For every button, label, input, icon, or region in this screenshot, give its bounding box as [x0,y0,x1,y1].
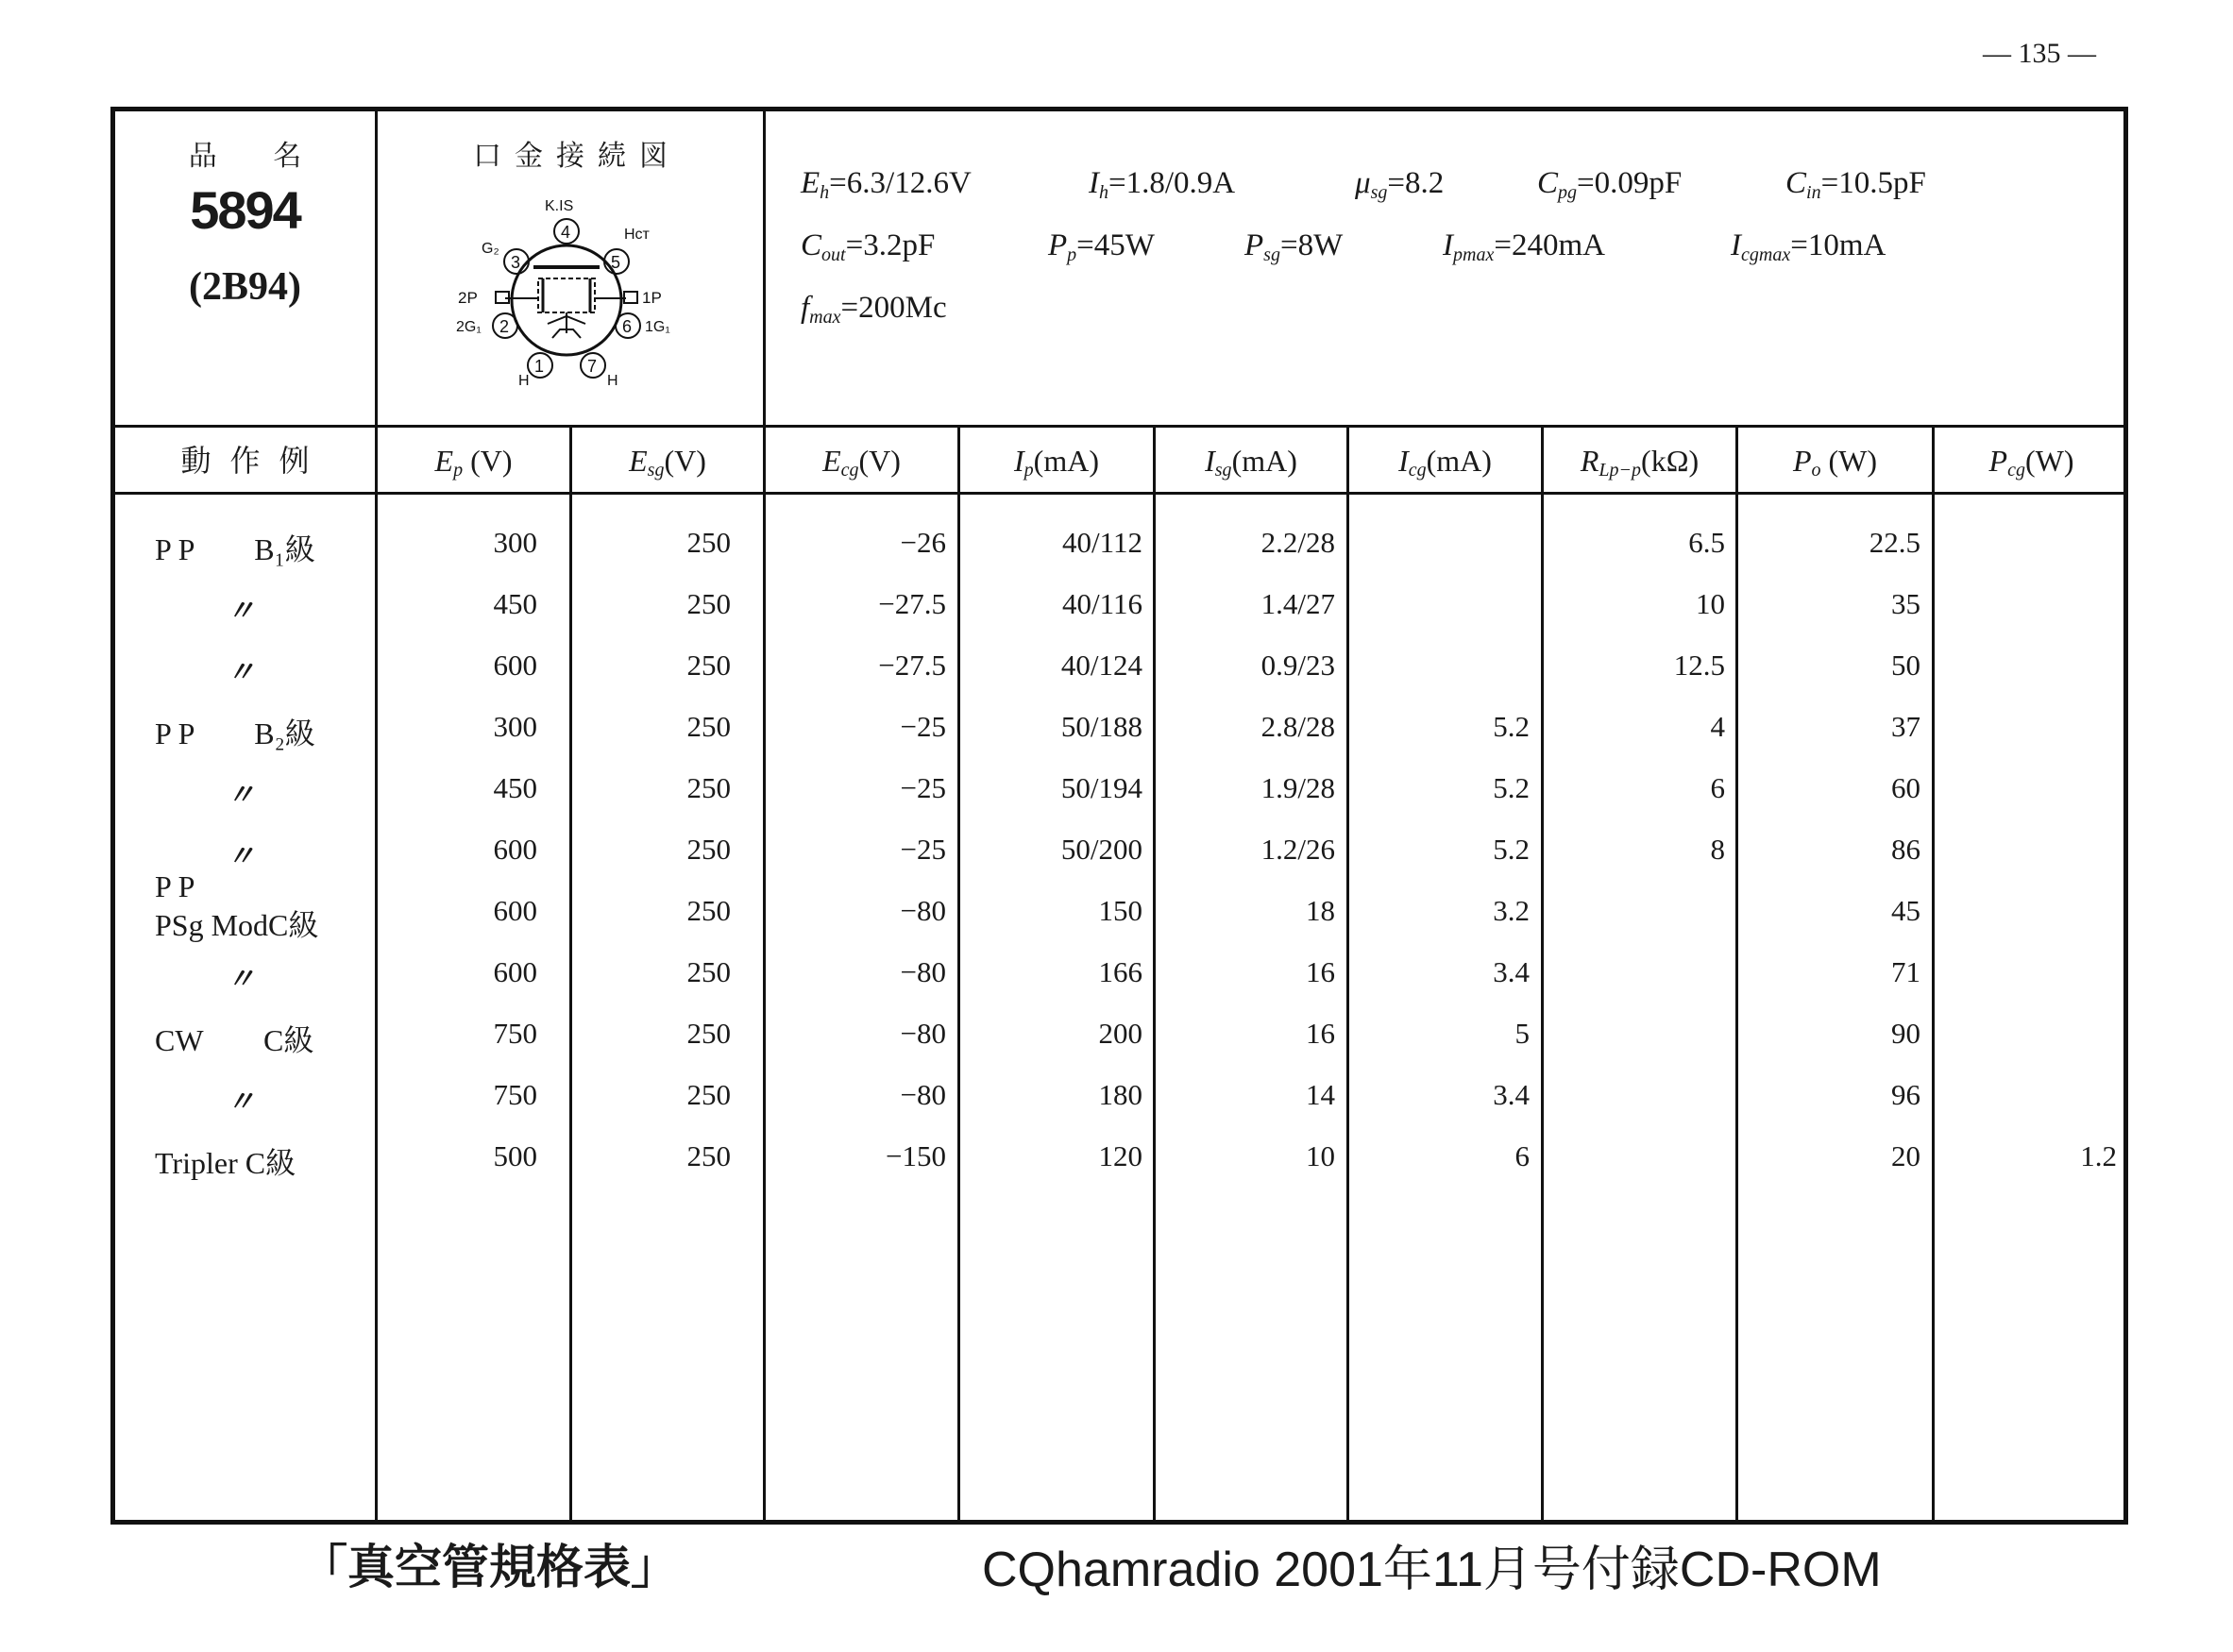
cell-esg: 250 [686,526,731,559]
table-row [115,827,2123,879]
cell-isg: 16 [1306,1017,1335,1050]
rating-ipmax: $I_{pmax}=240mA$ [1443,228,1605,265]
cell-ecg: −80 [900,955,946,988]
rating-eh: $E_h=6.3/12.6V$ [801,166,972,203]
cell-ecg: −25 [900,833,946,866]
cell-po: 90 [1891,1017,1920,1050]
ditto-mark: 〃 [227,596,255,627]
cell-isg: 0.9/23 [1260,649,1335,682]
header-icg: $I_{cg}(mA)$ [1398,444,1492,480]
operation-class: P P B₂級 [155,716,315,750]
cell-esg: 250 [686,1017,731,1050]
cell-ip: 50/194 [1060,771,1142,804]
pin-label: H [607,373,618,389]
pin-1 [518,353,552,389]
cell-rl: 8 [1710,833,1725,866]
rating-usg: $\mu_{sg}=8.2$ [1355,166,1445,203]
operation-class: CW C級 [155,1023,314,1057]
cell-ep: 450 [493,771,537,804]
cell-ip: 50/188 [1060,710,1142,743]
cell-ecg: −80 [900,894,946,927]
cell-icg: 3.4 [1493,1078,1530,1111]
ratings-cell [763,111,2127,425]
table-row [115,950,2123,1002]
spec-table [110,107,2128,1525]
ditto-mark: 〃 [227,964,255,995]
cell-isg: 10 [1306,1139,1335,1172]
cell-icg: 3.4 [1493,955,1530,988]
svg-text:3: 3 [511,253,521,272]
ditto-mark: 〃 [227,1087,255,1118]
table-row [115,1134,2123,1186]
svg-text:6: 6 [622,317,633,336]
cap-label-1p: 1P [642,289,662,307]
rating-icgmax: $I_{cgmax}=10mA$ [1731,228,1886,265]
cell-isg: 2.8/28 [1260,710,1335,743]
base-diagram-cell [378,111,763,425]
operation-class-line2: PSg ModC級 [155,908,319,942]
svg-text:1: 1 [534,357,545,376]
cell-po: 45 [1891,894,1920,927]
pin-label: Hᴄᴛ [624,227,650,243]
cell-isg: 1.4/27 [1260,587,1335,620]
divider [115,492,2123,495]
cell-ep: 600 [493,833,537,866]
header-ecg: $E_{cg}(V)$ [822,444,901,480]
operation-class: P P [155,869,195,903]
cell-ep: 750 [493,1078,537,1111]
pin-label: G₂ [482,241,499,257]
rating-cpg: $C_{pg}=0.09pF$ [1537,166,1683,203]
cell-ep: 600 [493,649,537,682]
cell-ip: 200 [1098,1017,1142,1050]
cell-po: 37 [1891,710,1920,743]
cell-esg: 250 [686,1078,731,1111]
operation-class: Tripler C級 [155,1146,296,1180]
rating-fmax: $f_{max}=200Mc$ [801,291,947,328]
rating-cin: $C_{in}=10.5pF$ [1785,166,1926,203]
svg-text:5: 5 [611,253,621,272]
cell-po: 60 [1891,771,1920,804]
cell-ecg: −80 [900,1017,946,1050]
operation-class: P P B₁級 [155,532,315,566]
footer-publication: CQhamradio 2001年11月号付録CD-ROM [982,1542,1882,1597]
cell-isg: 1.9/28 [1260,771,1335,804]
header-ip: $I_p(mA)$ [1014,444,1099,480]
cell-pcg: 1.2 [2080,1139,2117,1172]
cap-label-2p: 2P [458,289,478,307]
cell-esg: 250 [686,955,731,988]
base-diagram-title: 口金接続図 [473,141,681,172]
cell-ecg: −25 [900,710,946,743]
pin-label: 1G₁ [645,319,670,335]
pin-4 [545,198,579,244]
header-isg: $I_{sg}(mA)$ [1205,444,1297,480]
ditto-mark: 〃 [227,657,255,688]
cell-isg: 1.2/26 [1260,833,1335,866]
table-row [115,766,2123,818]
cell-ip: 40/112 [1062,526,1142,559]
cell-ip: 180 [1098,1078,1142,1111]
cell-esg: 250 [686,710,731,743]
cell-ip: 50/200 [1060,833,1142,866]
cell-icg: 5.2 [1493,833,1530,866]
cell-esg: 250 [686,894,731,927]
cell-ip: 40/116 [1062,587,1142,620]
product-name-cell [115,111,375,425]
cell-esg: 250 [686,833,731,866]
cell-esg: 250 [686,587,731,620]
svg-text:7: 7 [587,357,598,376]
cell-ep: 600 [493,894,537,927]
header-esg: $E_{sg}(V)$ [629,444,706,480]
cell-esg: 250 [686,1139,731,1172]
model-number: 5894 [190,180,300,240]
cell-ep: 500 [493,1139,537,1172]
product-name-label: 品 名 [188,141,327,172]
cell-isg: 14 [1306,1078,1335,1111]
cell-ip: 150 [1098,894,1142,927]
cell-ip: 40/124 [1060,649,1142,682]
ditto-mark: 〃 [227,841,255,872]
cell-ep: 750 [493,1017,537,1050]
cell-po: 35 [1891,587,1920,620]
cell-ecg: −26 [900,526,946,559]
cell-rl: 10 [1696,587,1725,620]
svg-text:2: 2 [499,317,510,336]
rating-cout: $C_{out}=3.2pF$ [801,228,936,265]
rating-ih: $I_h=1.8/0.9A$ [1089,166,1236,203]
cell-ip: 166 [1098,955,1142,988]
cell-icg: 5.2 [1493,710,1530,743]
cell-rl: 6.5 [1688,526,1725,559]
rating-pp: $P_p=45W$ [1048,228,1155,265]
pin-label: H [518,373,530,389]
pin-6 [616,313,670,338]
tube-base-diagram [439,192,694,404]
cell-ecg: −150 [886,1139,946,1172]
cell-po: 96 [1891,1078,1920,1111]
cell-ep: 450 [493,587,537,620]
cell-ecg: −80 [900,1078,946,1111]
cell-icg: 6 [1514,1139,1530,1172]
cell-icg: 5 [1514,1017,1530,1050]
cell-esg: 250 [686,649,731,682]
table-row [115,1072,2123,1124]
alternate-model: (2B94) [189,265,301,309]
ditto-mark: 〃 [227,780,255,811]
cell-rl: 12.5 [1673,649,1725,682]
cell-ecg: −27.5 [878,649,946,682]
cell-ep: 600 [493,955,537,988]
table-row [115,869,2123,942]
pin-7 [581,353,618,389]
cell-isg: 2.2/28 [1260,526,1335,559]
cell-ep: 300 [493,710,537,743]
cell-rl: 6 [1710,771,1725,804]
pin-5 [604,227,651,274]
rating-psg: $P_{sg}=8W$ [1244,228,1344,265]
header-po: $P_o$ (W) [1792,444,1878,480]
table-row [115,582,2123,633]
cell-esg: 250 [686,771,731,804]
table-row [115,520,2123,572]
page-number: — 135 — [1983,38,2096,69]
cell-po: 86 [1891,833,1920,866]
cell-po: 22.5 [1869,526,1920,559]
pin-label: K.IS [545,198,574,214]
cell-isg: 16 [1306,955,1335,988]
cell-po: 20 [1891,1139,1920,1172]
svg-text:4: 4 [561,223,571,242]
cell-icg: 5.2 [1493,771,1530,804]
cell-po: 71 [1891,955,1920,988]
cap-1p [624,292,637,303]
cell-isg: 18 [1306,894,1335,927]
header-operation: 動作例 [180,444,329,478]
table-row [115,704,2123,756]
cell-po: 50 [1891,649,1920,682]
cell-rl: 4 [1710,710,1725,743]
cell-icg: 3.2 [1493,894,1530,927]
divider [115,425,2123,428]
header-pcg: $P_{cg}(W)$ [1988,444,2074,480]
cell-ip: 120 [1098,1139,1142,1172]
table-row [115,1011,2123,1063]
pin-2 [456,313,517,338]
table-row [115,643,2123,695]
header-rl: $R_{Lp-p}(k\Omega)$ [1580,444,1700,480]
cell-ep: 300 [493,526,537,559]
cell-ecg: −25 [900,771,946,804]
header-ep: $E_p$ (V) [434,444,513,480]
pin-label: 2G₁ [456,319,482,335]
footer-source-title: 「真空管規格表」 [300,1540,678,1594]
cell-ecg: −27.5 [878,587,946,620]
electrode-structure [505,267,626,338]
